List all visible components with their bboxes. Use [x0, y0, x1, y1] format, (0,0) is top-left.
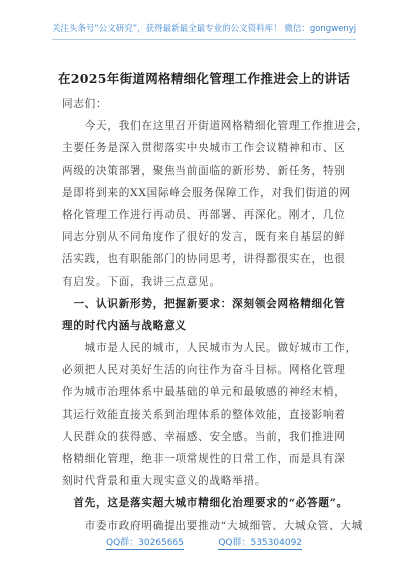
- paragraph-1-line: 活实践，也有职能部门的协同思考，讲得都很实在，也很: [62, 253, 346, 266]
- paragraph-1-line: 格化管理工作进行再动员、再部署、再深化。刚才，几位: [62, 208, 346, 221]
- footer-qq-group-2[interactable]: QQ群：535304092: [218, 538, 303, 548]
- paragraph-2-line: 必须把人民对美好生活的向往作为奋斗目标。网格化管理: [62, 364, 346, 377]
- header-divider: [52, 39, 356, 40]
- paragraph-2-line: 格精细化管理，绝非一项常规性的日常工作，而是具有深: [62, 453, 346, 465]
- paragraph-3-line: 市委市政府明确提出要推动“大城细管、大城众管、大城: [62, 519, 364, 532]
- paragraph-2-line: 其运行效能直接关系到治理体系的整体效能，直接影响着: [62, 408, 346, 421]
- footer-banner: [0, 535, 408, 548]
- paragraph-1-line: 两级的决策部署，聚焦当前面临的新形势、新任务，特别: [62, 164, 346, 177]
- paragraph-2-line: 人民群众的获得感、幸福感、安全感。当前，我们推进网: [62, 430, 346, 443]
- header-banner: 关注头条号“公文研究”，获得最新最全最专业的公文资料库！ 微信：gongwenyj: [51, 24, 357, 34]
- document-body: [62, 93, 369, 537]
- paragraph-2-line: 作为城市治理体系中最基础的单元和最敏感的神经末梢，: [62, 386, 346, 399]
- paragraph-1-line: 是即将到来的XX国际峰会服务保障工作，对我们街道的网: [62, 186, 351, 199]
- document-title: 在2025年街道网格精细化管理工作推进会上的讲话: [58, 71, 350, 86]
- paragraph-1-line: 有启发。下面，我讲三点意见。: [62, 275, 221, 288]
- paragraph-1-line: 主要任务是深入贯彻落实中央城市工作会议精神和市、区: [62, 142, 346, 155]
- paragraph-1-line: 同志分别从不同角度作了很好的发言，既有来自基层的鲜: [62, 231, 346, 244]
- section-heading-1: 理的时代内涵与战略意义: [62, 319, 187, 332]
- paragraph-2-line: 城市是人民的城市，人民城市为人民。做好城市工作，: [62, 342, 357, 355]
- paragraph-1-line: 今天，我们在这里召开街道网格精细化管理工作推进会，: [62, 120, 369, 133]
- salutation: 同志们：: [62, 98, 108, 110]
- paragraph-2-line: 刻时代背景和重大现实意义的战略举措。: [62, 475, 267, 488]
- sub-heading-first: 首先，这是落实超大城市精细化治理要求的“必答题”。: [62, 497, 348, 510]
- footer-qq-group-1[interactable]: QQ群：30265665: [105, 538, 184, 548]
- section-heading-1: 一、认识新形势，把握新要求：深刻领会网格精细化管: [62, 297, 346, 310]
